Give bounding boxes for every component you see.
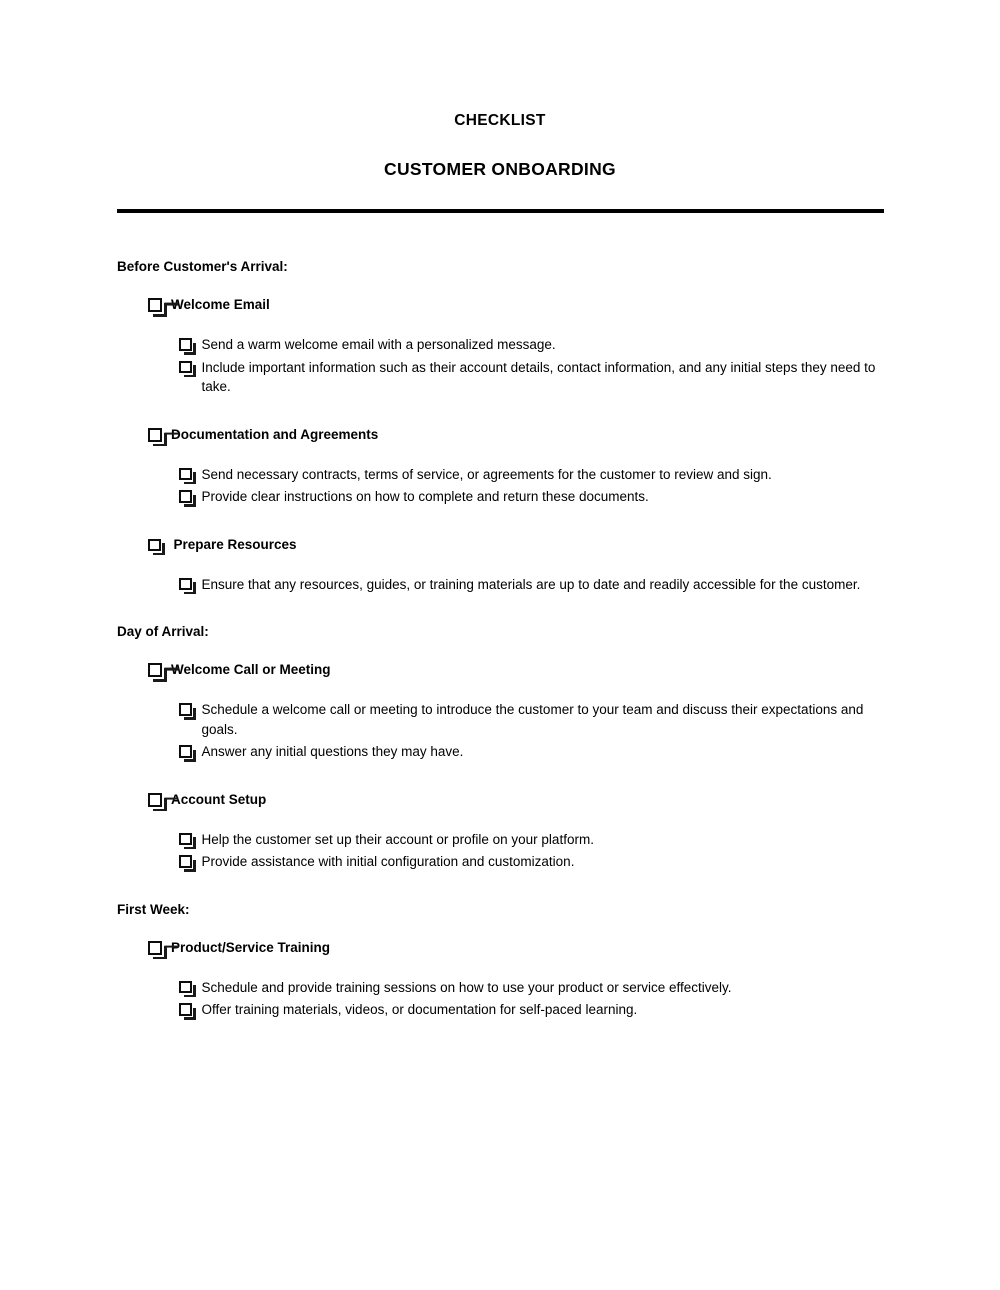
checkbox-empty-icon[interactable] [179, 578, 192, 591]
checkbox-empty-icon[interactable] [148, 793, 162, 807]
header-divider [117, 209, 884, 213]
task-item[interactable] [179, 465, 884, 488]
section-before-customer-s-arrival [117, 258, 884, 623]
group-product-service-training [117, 939, 884, 1049]
document-subtitle: CUSTOMER ONBOARDING [384, 159, 616, 179]
task-list [148, 830, 884, 901]
group-heading-row[interactable] [148, 661, 884, 700]
task-list [148, 465, 884, 536]
group-heading-row[interactable] [148, 939, 884, 978]
task-item[interactable] [179, 335, 884, 358]
checkbox-empty-icon[interactable] [148, 428, 162, 442]
task-list [148, 978, 884, 1049]
section-first-week [117, 901, 884, 1049]
task-label: Ensure that any resources, guides, or training materials are up to date and readily accessible for the customer. [201, 576, 861, 592]
task-item[interactable] [179, 978, 884, 1001]
task-label: Schedule a welcome call or meeting to introduce the customer to your team and discuss their expectations and goals. [201, 702, 864, 737]
task-item[interactable] [179, 742, 884, 765]
task-item[interactable] [179, 852, 884, 875]
checkbox-empty-icon[interactable] [179, 490, 192, 503]
checkbox-empty-icon[interactable] [179, 338, 192, 351]
checkbox-empty-icon[interactable] [179, 1003, 192, 1016]
checkbox-empty-icon[interactable] [148, 539, 161, 552]
group-prepare-resources [117, 536, 884, 624]
checkbox-empty-icon[interactable] [148, 941, 162, 955]
task-label: Offer training materials, videos, or documentation for self-paced learning. [201, 1002, 638, 1017]
task-list [148, 700, 884, 791]
task-item[interactable] [179, 358, 884, 400]
document-title: CHECKLIST [454, 112, 546, 129]
task-item[interactable] [179, 487, 884, 510]
task-item[interactable] [179, 1000, 884, 1023]
group-welcome-call-or-meeting [117, 661, 884, 791]
checkbox-empty-icon[interactable] [179, 468, 192, 481]
group-welcome-email [117, 296, 884, 426]
task-list [148, 575, 884, 624]
task-label: Answer any initial questions they may have. [201, 744, 464, 759]
group-heading-label: Welcome Call or Meeting [171, 662, 331, 677]
group-heading-row[interactable] [148, 296, 884, 335]
title-block [0, 0, 1000, 179]
checkbox-empty-icon[interactable] [179, 703, 192, 716]
task-item[interactable] [179, 700, 884, 742]
checkbox-empty-icon[interactable] [179, 981, 192, 994]
task-item[interactable] [179, 575, 884, 598]
group-heading-label: Prepare Resources [173, 536, 297, 552]
group-heading-label: Account Setup [171, 791, 267, 807]
checkbox-empty-icon[interactable] [179, 833, 192, 846]
checkbox-empty-icon[interactable] [148, 663, 162, 677]
group-heading-label: Documentation and Agreements [171, 426, 379, 442]
section-day-of-arrival [117, 623, 884, 901]
checkbox-empty-icon[interactable] [148, 298, 162, 312]
checkbox-empty-icon[interactable] [179, 361, 192, 374]
task-label: Help the customer set up their account or profile on your platform. [201, 831, 594, 847]
group-heading-row[interactable] [148, 791, 884, 830]
checkbox-empty-icon[interactable] [179, 855, 192, 868]
task-label: Send necessary contracts, terms of service, or agreements for the customer to review and sign. [201, 466, 772, 482]
checkbox-empty-icon[interactable] [179, 745, 192, 758]
task-label: Schedule and provide training sessions on how to use your product or service effectively. [201, 979, 732, 995]
group-heading-row[interactable] [148, 426, 884, 465]
group-account-setup [117, 791, 884, 901]
task-label: Provide clear instructions on how to complete and return these documents. [201, 489, 649, 504]
task-label: Send a warm welcome email with a personalized message. [201, 337, 556, 352]
section-heading: Day of Arrival: [117, 624, 209, 639]
section-heading: Before Customer's Arrival: [117, 259, 288, 274]
section-heading: First Week: [117, 901, 190, 917]
task-label: Provide assistance with initial configuration and customization. [201, 854, 575, 869]
group-heading-row[interactable] [148, 536, 884, 575]
task-item[interactable] [179, 830, 884, 853]
group-heading-label: Welcome Email [171, 297, 270, 312]
task-list [148, 335, 884, 426]
checklist-body [117, 258, 884, 1049]
task-label: Include important information such as their account details, contact information, and any initial steps they need to take. [201, 359, 876, 394]
group-documentation-and-agreements [117, 426, 884, 536]
group-heading-label: Product/Service Training [171, 939, 331, 955]
